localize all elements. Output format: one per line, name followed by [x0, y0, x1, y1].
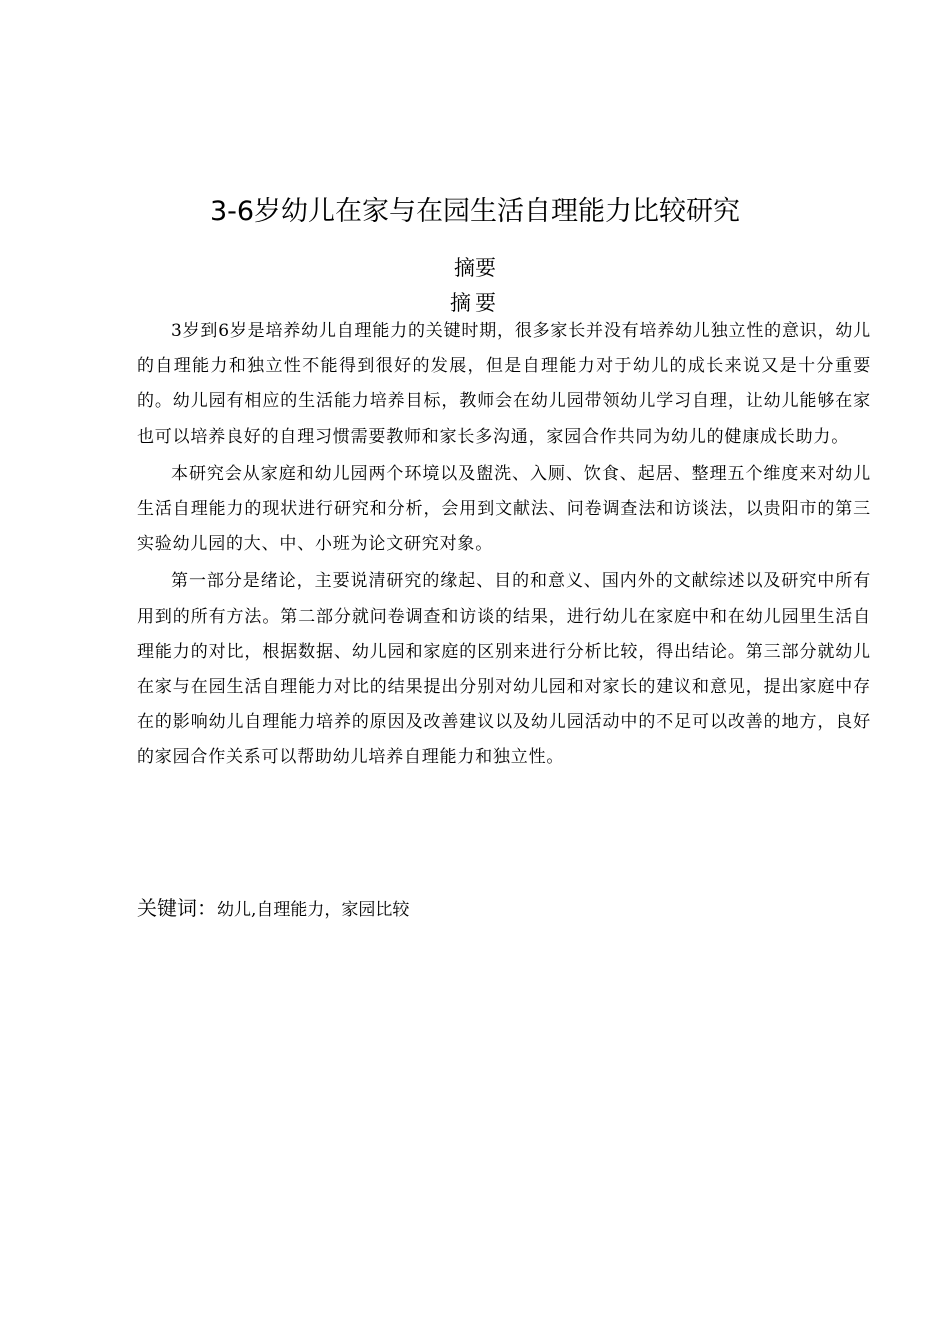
abstract-heading: 摘要	[454, 256, 496, 280]
abstract-paragraph-2: 本研究会从家庭和幼儿园两个环境以及盥洗、入厕、饮食、起居、整理五个维度来对幼儿生活自理能力的现状进行研究和分析，会用到文献法、问卷调查法和访谈法，以贵阳市的第三实验幼儿园的大、中、小班为论文研究对象。	[137, 463, 871, 555]
abstract-heading-repeat: 摘要	[450, 291, 500, 315]
keywords-line	[137, 891, 871, 928]
keywords-value: 幼儿,自理能力，家园比较	[217, 900, 410, 920]
abstract-body	[137, 314, 871, 778]
keywords-label: 关键词：	[137, 896, 217, 920]
document-title: 3-6岁幼儿在家与在园生活自理能力比较研究	[209, 196, 741, 227]
abstract-paragraph-1: 3岁到6岁是培养幼儿自理能力的关键时期，很多家长并没有培养幼儿独立性的意识，幼儿的自理能力和独立性不能得到很好的发展，但是自理能力对于幼儿的成长来说又是十分重要的。幼儿园有相应的生活能力培养目标，教师会在幼儿园带领幼儿学习自理，让幼儿能够在家也可以培养良好的自理习惯需要教师和家长多沟通，家园合作共同为幼儿的健康成长助力。	[137, 321, 871, 447]
abstract-paragraph-3: 第一部分是绪论，主要说清研究的缘起、目的和意义、国内外的文献综述以及研究中所有用到的所有方法。第二部分就问卷调查和访谈的结果，进行幼儿在家庭中和在幼儿园里生活自理能力的对比，根据数据、幼儿园和家庭的区别来进行分析比较，得出结论。第三部分就幼儿在家与在园生活自理能力对比的结果提出分别对幼儿园和对家长的建议和意见，提出家庭中存在的影响幼儿自理能力培养的原因及改善建议以及幼儿园活动中的不足可以改善的地方，良好的家园合作关系可以帮助幼儿培养自理能力和独立性。	[137, 571, 871, 768]
